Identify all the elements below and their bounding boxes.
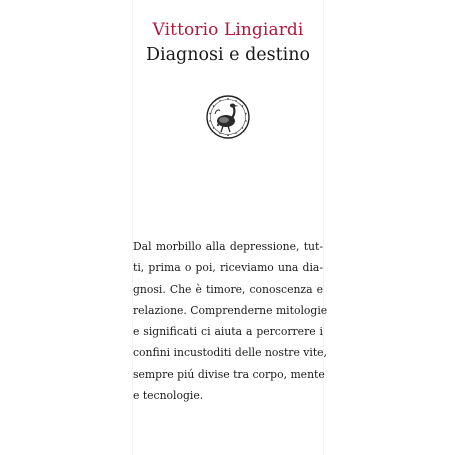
blurb-line: Dal morbillo alla depressione, tut-: [133, 240, 323, 253]
cover-blurb: [133, 236, 328, 406]
book-title: Diagnosi e destino: [145, 45, 311, 65]
blurb-line: e significati ci aiuta a percorrere i: [133, 325, 323, 339]
book-cover: [133, 0, 328, 455]
blurb-line: confini incustoditi delle nostre vite,: [133, 346, 327, 360]
author-name: Vittorio Lingiardi: [152, 20, 304, 40]
blurb-line: e tecnologie.: [133, 389, 204, 403]
blurb-line: ti, prima o poi, riceviamo una dia-: [133, 261, 323, 275]
einaudi-ostrich-emblem-icon: [205, 94, 251, 140]
blurb-line: gnosi. Che è timore, conoscenza e: [133, 282, 323, 296]
blurb-line: relazione. Comprenderne mitologie: [133, 303, 328, 317]
blurb-line: sempre piú divise tra corpo, mente: [133, 367, 325, 381]
